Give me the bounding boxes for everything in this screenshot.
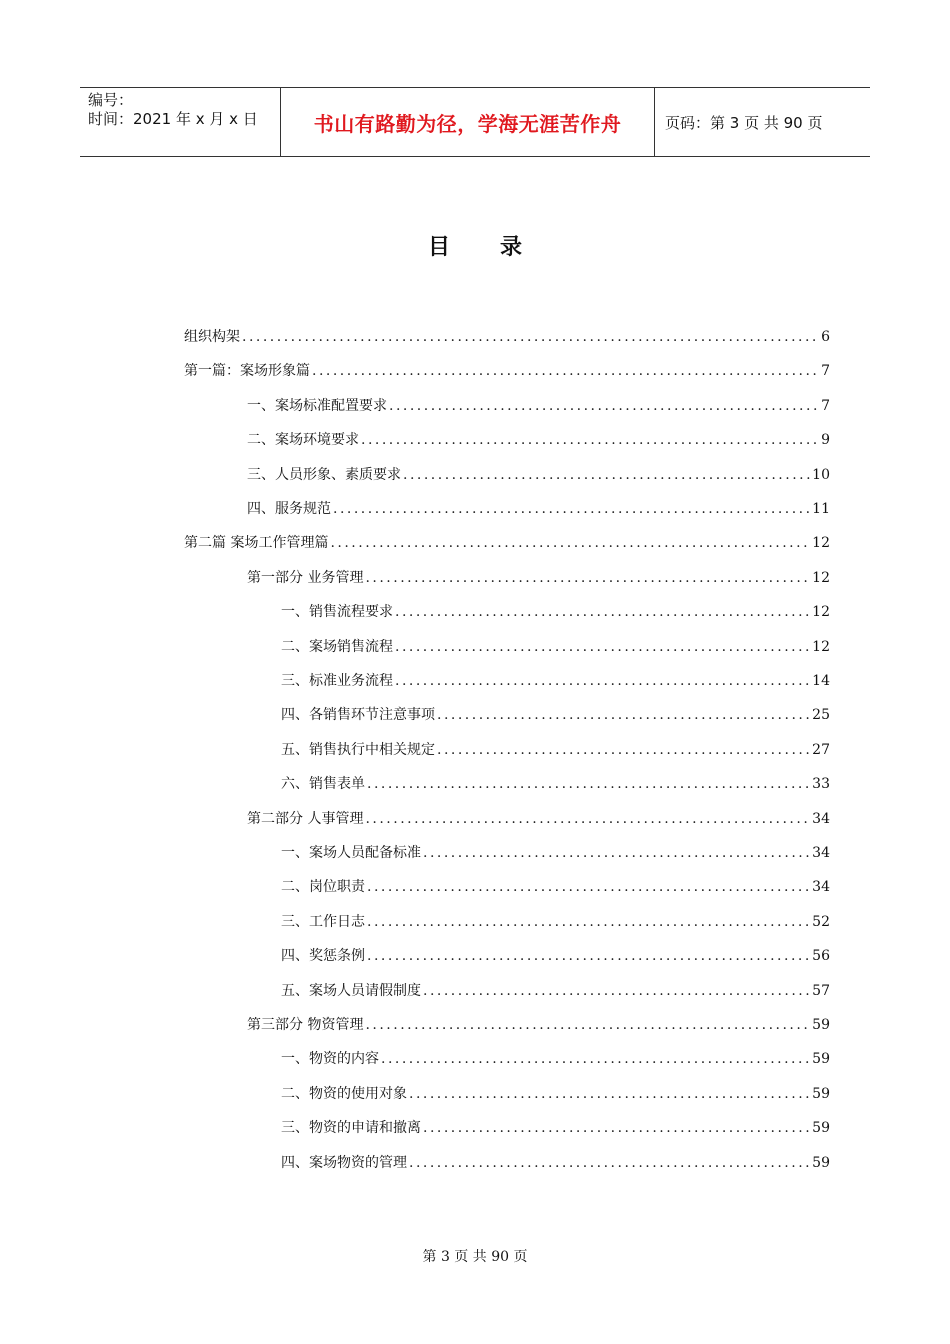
toc-entry[interactable] xyxy=(184,360,830,382)
toc-entry[interactable] xyxy=(281,636,830,658)
toc-entry-page: 27 xyxy=(812,741,830,758)
toc-entry-label: 一、案场标准配置要求 xyxy=(247,397,387,414)
toc-entry[interactable] xyxy=(281,876,830,898)
header-motto: 书山有路勤为径，学海无涯苦作舟 xyxy=(281,88,655,156)
page-footer: 第 3 页 共 90 页 xyxy=(422,1249,528,1265)
toc-entry-label: 四、服务规范 xyxy=(247,501,331,517)
toc-entry[interactable] xyxy=(281,842,830,864)
title-part-1: 目 xyxy=(427,235,450,260)
toc-entry-page: 9 xyxy=(821,432,830,449)
toc-entry-label: 四、奖惩条例 xyxy=(281,948,365,965)
toc-leader-dots xyxy=(365,1014,810,1036)
toc-leader-dots xyxy=(365,808,810,830)
toc-entry[interactable] xyxy=(281,773,830,795)
toc-entry[interactable] xyxy=(247,498,830,520)
toc-leader-dots xyxy=(395,636,810,658)
toc-entry-label: 四、各销售环节注意事项 xyxy=(281,707,435,724)
header-left-cell xyxy=(80,88,281,156)
toc-entry-page: 25 xyxy=(812,707,830,724)
toc-leader-dots xyxy=(365,567,810,589)
toc-entry-label: 第一篇：案场形象篇 xyxy=(184,363,310,380)
toc-leader-dots xyxy=(381,1048,810,1070)
toc-leader-dots xyxy=(330,532,810,554)
toc-entry-label: 三、物资的申请和撤离 xyxy=(281,1120,421,1137)
toc-entry[interactable] xyxy=(247,1014,830,1036)
toc-entry-label: 六、销售表单 xyxy=(281,776,365,793)
toc-entry-label: 一、案场人员配备标准 xyxy=(281,845,421,861)
toc-entry-label: 第三部分 物资管理 xyxy=(247,1017,364,1033)
toc-entry-page: 59 xyxy=(812,1154,830,1171)
toc-entry-label: 五、案场人员请假制度 xyxy=(281,982,421,999)
toc-entry-page: 59 xyxy=(812,1085,830,1102)
toc-entry-page: 52 xyxy=(812,913,830,930)
toc-entry-label: 五、销售执行中相关规定 xyxy=(281,741,435,758)
toc-leader-dots xyxy=(312,360,819,382)
toc-entry-label: 一、物资的内容 xyxy=(281,1051,379,1068)
toc-leader-dots xyxy=(395,670,810,692)
toc-leader-dots xyxy=(403,464,810,486)
toc-entry-page: 12 xyxy=(812,535,830,552)
toc-entry-label: 二、案场环境要求 xyxy=(247,432,359,449)
toc-entry-page: 12 xyxy=(812,638,830,655)
toc-entry[interactable] xyxy=(281,1152,830,1174)
toc-entry[interactable] xyxy=(247,567,830,589)
toc-leader-dots xyxy=(437,704,810,726)
toc-entry[interactable] xyxy=(247,808,830,830)
toc-entry-page: 34 xyxy=(812,810,830,827)
toc-entry-label: 三、工作日志 xyxy=(281,913,365,930)
toc-entry[interactable] xyxy=(281,1083,830,1105)
toc-leader-dots xyxy=(367,945,810,967)
toc-entry-page: 12 xyxy=(812,604,830,621)
header-page-info: 页码：第 3 页 共 90 页 xyxy=(665,113,823,132)
document-number-label: 编号： xyxy=(88,91,134,109)
toc-leader-dots xyxy=(423,980,810,1002)
toc-entry[interactable] xyxy=(281,670,830,692)
toc-entry-page: 59 xyxy=(812,1120,830,1137)
toc-leader-dots xyxy=(395,601,810,623)
toc-entry-label: 第二篇 案场工作管理篇 xyxy=(184,535,329,552)
toc-entry-label: 一、销售流程要求 xyxy=(281,604,393,621)
toc-entry[interactable] xyxy=(184,326,830,348)
page-title xyxy=(0,230,950,261)
toc-entry-page: 57 xyxy=(812,982,830,999)
toc-entry[interactable] xyxy=(281,1117,830,1139)
toc-entry-label: 三、标准业务流程 xyxy=(281,673,393,689)
toc-entry-label: 二、案场销售流程 xyxy=(281,638,393,655)
toc-entry-page: 7 xyxy=(821,397,830,414)
toc-leader-dots xyxy=(389,395,819,417)
toc-entry[interactable] xyxy=(281,1048,830,1070)
toc-entry-page: 33 xyxy=(812,776,830,793)
toc-leader-dots xyxy=(423,842,810,864)
toc-entry-page: 7 xyxy=(821,363,830,380)
toc-leader-dots xyxy=(361,429,819,451)
toc-entry-label: 二、岗位职责 xyxy=(281,879,365,896)
toc-entry-label: 第二部分 人事管理 xyxy=(247,810,364,827)
toc-entry-page: 12 xyxy=(812,569,830,586)
toc-entry-page: 14 xyxy=(812,673,830,689)
toc-leader-dots xyxy=(367,773,810,795)
toc-entry-label: 第一部分 业务管理 xyxy=(247,569,364,586)
toc-entry[interactable] xyxy=(247,429,830,451)
toc-entry[interactable] xyxy=(281,980,830,1002)
toc-entry-page: 10 xyxy=(812,466,830,483)
toc-leader-dots xyxy=(409,1152,810,1174)
toc-entry-label: 组织构架 xyxy=(184,329,240,345)
title-part-2: 录 xyxy=(500,235,523,260)
toc-entry-page: 59 xyxy=(812,1017,830,1033)
toc-entry[interactable] xyxy=(184,532,830,554)
toc-entry[interactable] xyxy=(281,945,830,967)
toc-entry-label: 四、案场物资的管理 xyxy=(281,1154,407,1171)
toc-entry[interactable] xyxy=(247,395,830,417)
document-time-label: 时间：2021 年 x 月 x 日 xyxy=(88,110,258,128)
toc-entry[interactable] xyxy=(281,739,830,761)
toc-entry-page: 59 xyxy=(812,1051,830,1068)
toc-leader-dots xyxy=(423,1117,810,1139)
toc-entry[interactable] xyxy=(281,704,830,726)
toc-entry-page: 34 xyxy=(812,845,830,861)
page-header xyxy=(80,87,870,157)
toc-entry-page: 56 xyxy=(812,948,830,965)
toc-leader-dots xyxy=(409,1083,810,1105)
toc-entry-page: 11 xyxy=(812,501,830,517)
toc-entry[interactable] xyxy=(281,601,830,623)
toc-entry-page: 6 xyxy=(821,329,830,345)
toc-entry-page: 34 xyxy=(812,879,830,896)
toc-entry[interactable] xyxy=(281,911,830,933)
toc-leader-dots xyxy=(367,876,810,898)
toc-leader-dots xyxy=(437,739,810,761)
toc-entry-label: 三、人员形象、素质要求 xyxy=(247,466,401,483)
toc-leader-dots xyxy=(242,326,819,348)
toc-entry-label: 二、物资的使用对象 xyxy=(281,1085,407,1102)
toc-leader-dots xyxy=(333,498,810,520)
toc-entry[interactable] xyxy=(247,464,830,486)
toc-leader-dots xyxy=(367,911,810,933)
